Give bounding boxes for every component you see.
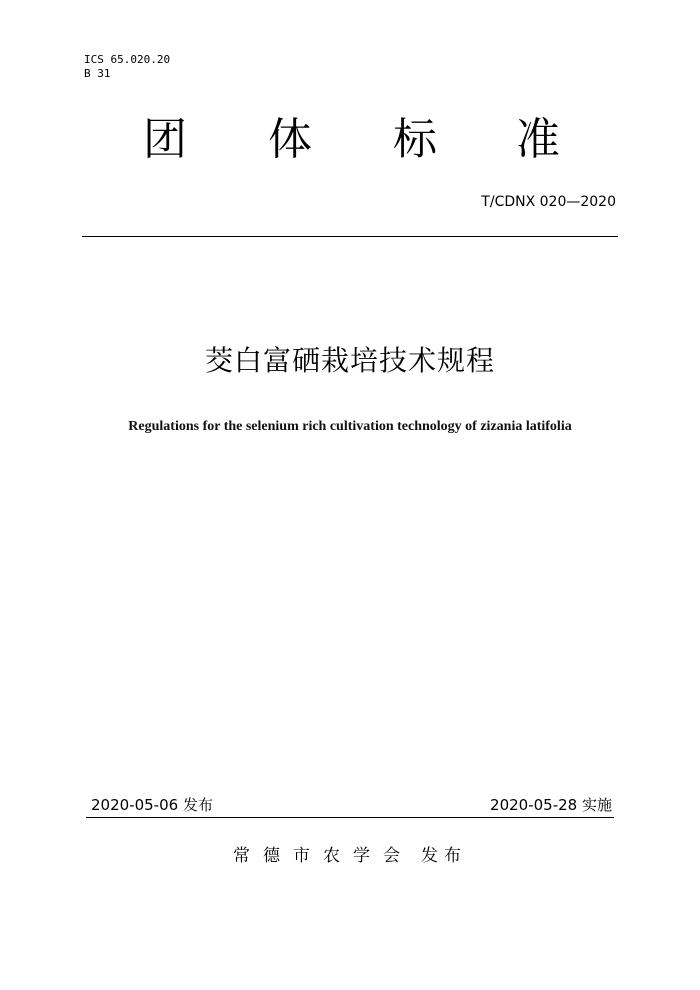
- release-date: 2020-05-06 发布: [91, 796, 213, 814]
- standard-type-char: 团: [143, 114, 187, 165]
- publisher-line: [0, 844, 700, 868]
- publisher-action: 发布: [421, 846, 467, 866]
- standard-type-heading: [0, 112, 700, 168]
- standard-type-char: 体: [268, 114, 312, 165]
- effective-date: 2020-05-28 实施: [490, 796, 612, 814]
- ics-code: ICS 65.020.20: [84, 53, 171, 66]
- standard-type-char: 准: [516, 114, 560, 165]
- classification-code: B 31: [84, 67, 111, 80]
- standard-number: T/CDNX 020—2020: [481, 194, 616, 210]
- document-title-chinese: 茭白富硒栽培技术规程: [204, 344, 495, 377]
- bottom-divider: [86, 817, 614, 818]
- top-divider: [82, 236, 618, 237]
- standard-type-char: 标: [393, 114, 437, 165]
- publisher-organization: 常德市农学会: [233, 846, 413, 866]
- document-title-english: Regulations for the selenium rich cultivation technology of zizania latifolia: [128, 419, 572, 434]
